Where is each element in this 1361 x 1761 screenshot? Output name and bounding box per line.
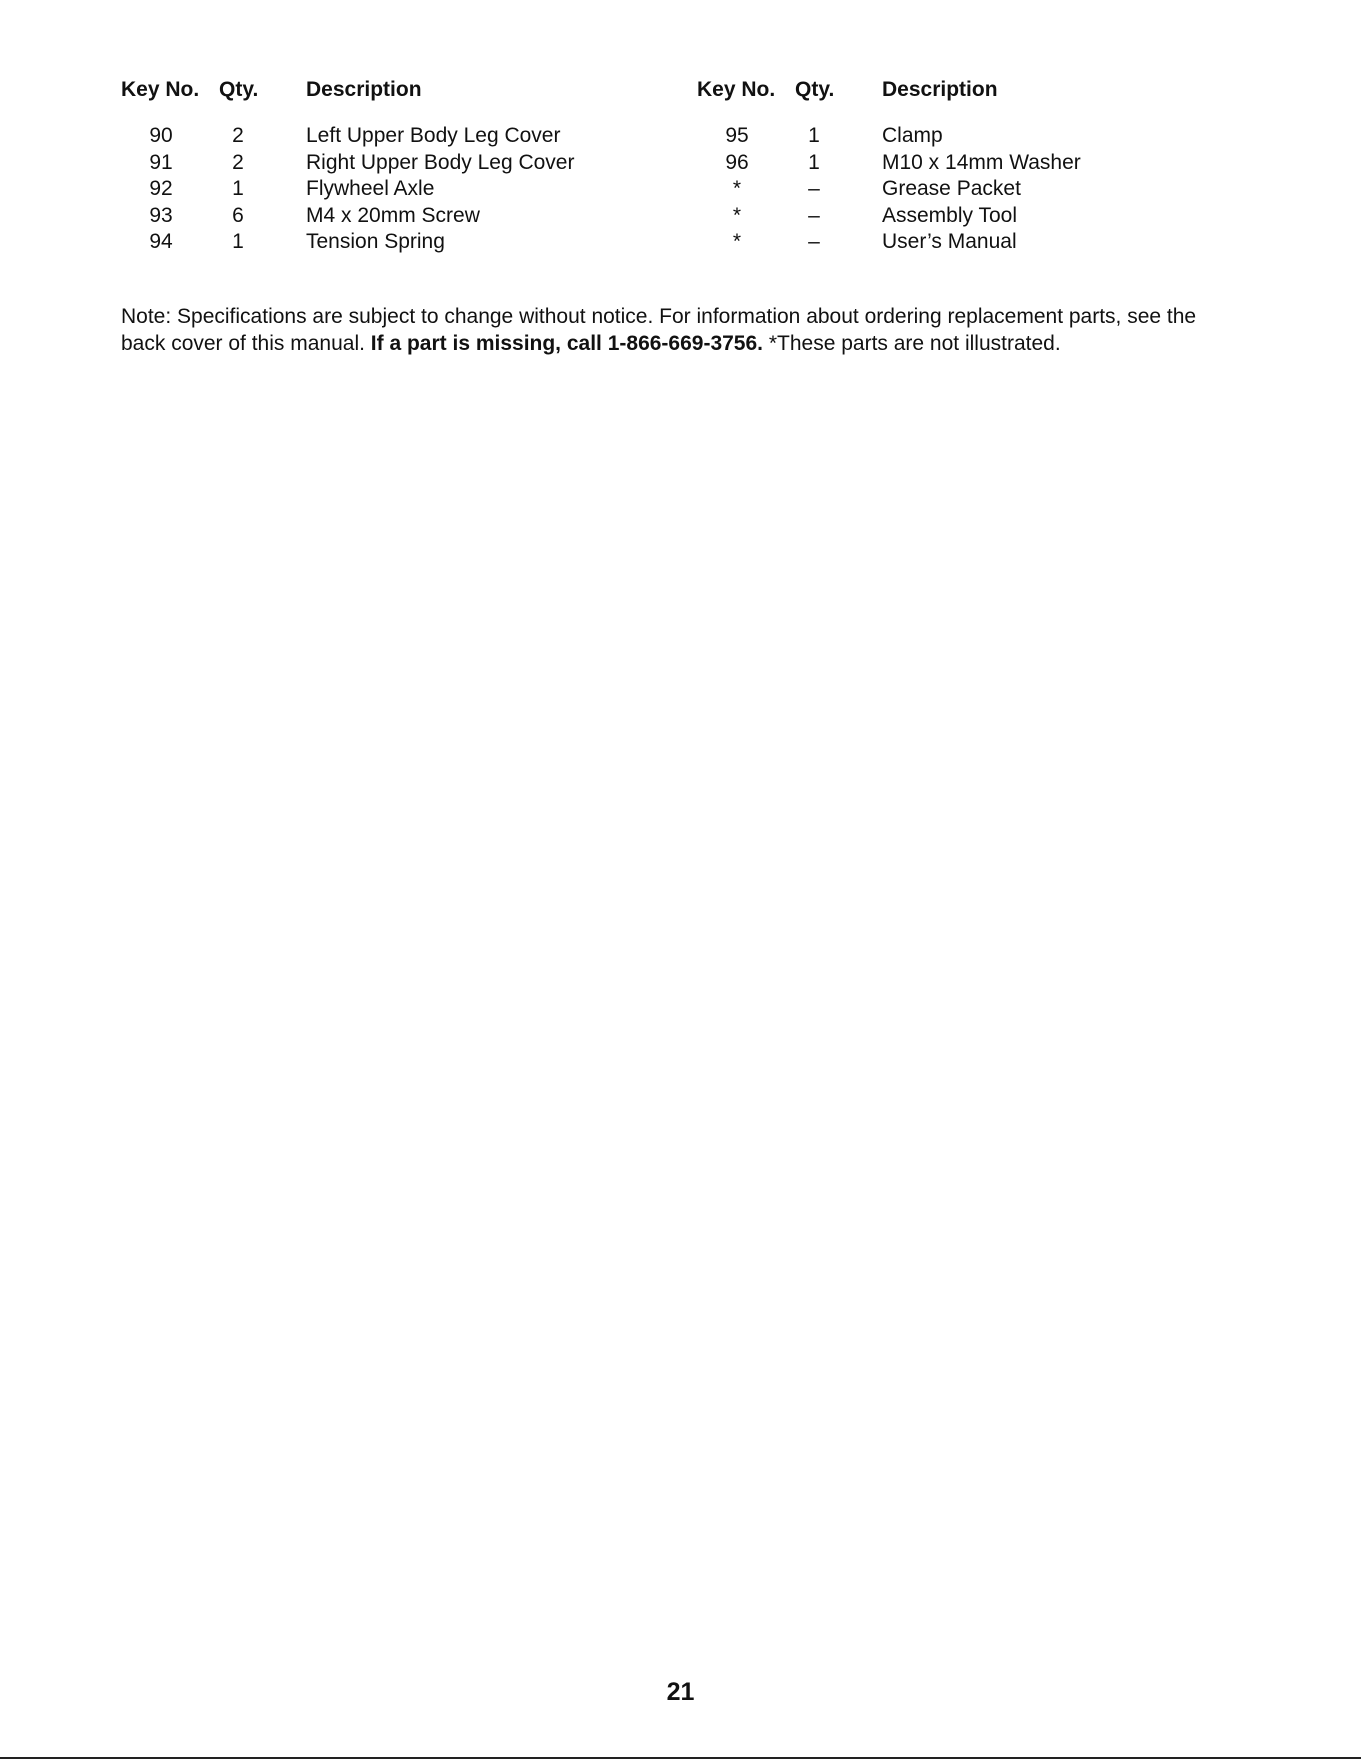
key-no-cell: 91 [149,150,173,174]
qty-cell: – [808,177,820,201]
qty-cell: 2 [232,124,244,147]
parts-table-left [121,74,761,257]
missing-part-phone: If a part is missing, call 1-866-669-3756. [370,332,763,355]
header-key-no: Key No. [697,78,776,101]
key-no-cell: 93 [149,203,173,227]
table-header [697,74,1337,108]
page-number: 21 [666,1678,695,1706]
description-cell: Tension Spring [306,230,445,254]
header-qty: Qty. [219,78,259,101]
parts-note [121,303,1241,357]
table-row [697,151,1337,178]
not-illustrated-note: *These parts are not illustrated. [768,332,1061,355]
qty-cell: – [808,230,820,254]
description-cell: Assembly Tool [882,203,1018,227]
note-text: Note: Specifications are subject to change without notice. For information about ordering replacement parts, see the back cover of this manual. [121,305,1197,355]
key-no-cell: 95 [725,124,749,147]
table-row [697,230,1337,257]
description-cell: Grease Packet [882,177,1021,201]
description-cell: Flywheel Axle [306,177,435,201]
header-key-no: Key No. [121,78,200,101]
qty-cell: 1 [808,124,820,147]
description-cell: M10 x 14mm Washer [882,150,1081,174]
table-row [121,177,761,204]
header-description: Description [306,78,422,101]
key-no-cell: 94 [149,230,173,254]
parts-table-right [697,74,1337,257]
qty-cell: 1 [808,150,820,174]
table-row [121,124,761,151]
qty-cell: – [808,203,820,227]
description-cell: M4 x 20mm Screw [306,203,480,227]
key-no-cell: * [732,203,742,227]
description-cell: Right Upper Body Leg Cover [306,150,575,174]
qty-cell: 2 [232,150,244,174]
bottom-rule [0,1757,1361,1759]
table-row [121,204,761,231]
key-no-cell: * [732,177,742,201]
table-row [121,151,761,178]
key-no-cell: * [732,230,742,254]
table-header [121,74,761,108]
key-no-cell: 96 [725,150,749,174]
table-row [697,204,1337,231]
header-description: Description [882,78,998,101]
table-row [697,177,1337,204]
qty-cell: 1 [232,230,244,254]
table-row [697,124,1337,151]
key-no-cell: 90 [149,124,173,147]
qty-cell: 6 [232,203,244,227]
description-cell: Left Upper Body Leg Cover [306,124,561,147]
description-cell: Clamp [882,124,943,147]
qty-cell: 1 [232,177,244,201]
key-no-cell: 92 [149,177,173,201]
description-cell: User’s Manual [882,230,1017,254]
header-qty: Qty. [795,78,835,101]
table-row [121,230,761,257]
